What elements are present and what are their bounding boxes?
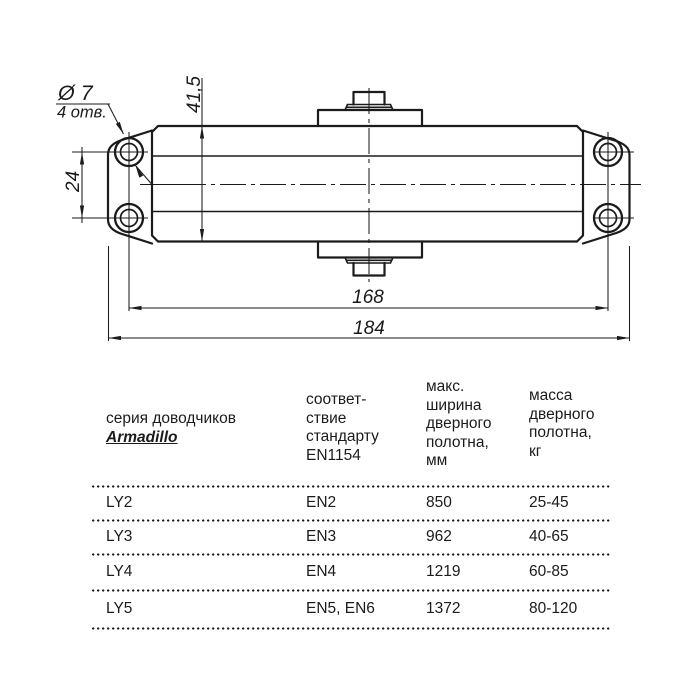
- spec-table: [92, 370, 612, 645]
- header-series-brand: Armadillo: [106, 428, 178, 446]
- header-series-line1: серия доводчиков: [106, 410, 236, 427]
- hole-count-label: 4 отв.: [57, 103, 107, 122]
- series-value: LY5: [106, 600, 133, 617]
- series-value: LY2: [106, 494, 133, 511]
- header-series: [106, 410, 236, 447]
- total-length-dimension: 184: [353, 318, 385, 339]
- hole-horizontal-spacing-dimension: 168: [352, 287, 384, 308]
- standard-value: EN3: [306, 528, 337, 545]
- extension-lines: [72, 132, 634, 341]
- series-value: LY3: [106, 528, 133, 545]
- standard-value: EN4: [306, 563, 337, 580]
- height-dimension: 41,5: [184, 76, 205, 113]
- mass-value: 60-85: [529, 563, 569, 580]
- header-mass: масса дверного полотна, кг: [529, 387, 595, 460]
- standard-value: EN5, EN6: [306, 600, 375, 617]
- mass-value: 25-45: [529, 494, 569, 511]
- body-detail-lines: [152, 105, 583, 264]
- header-max-width: макс. ширина дверного полотна, мм: [426, 378, 492, 469]
- hole-diameter-label: Ø 7: [58, 81, 93, 105]
- header-standard: соответ- ствие стандарту EN1154: [306, 391, 379, 464]
- mass-value: 80-120: [529, 600, 578, 617]
- width-value: 850: [426, 494, 452, 511]
- dimension-labels: [57, 76, 385, 339]
- mass-value: 40-65: [529, 528, 569, 545]
- width-value: 962: [426, 528, 452, 545]
- standard-value: EN2: [306, 494, 337, 511]
- width-value: 1372: [426, 600, 461, 617]
- hole-vertical-spacing-dimension: 24: [63, 170, 84, 192]
- center-lines: [140, 88, 641, 282]
- closer-body: [152, 92, 583, 276]
- dimension-lines: [56, 78, 630, 338]
- series-value: LY4: [106, 563, 133, 580]
- width-value: 1219: [426, 563, 461, 580]
